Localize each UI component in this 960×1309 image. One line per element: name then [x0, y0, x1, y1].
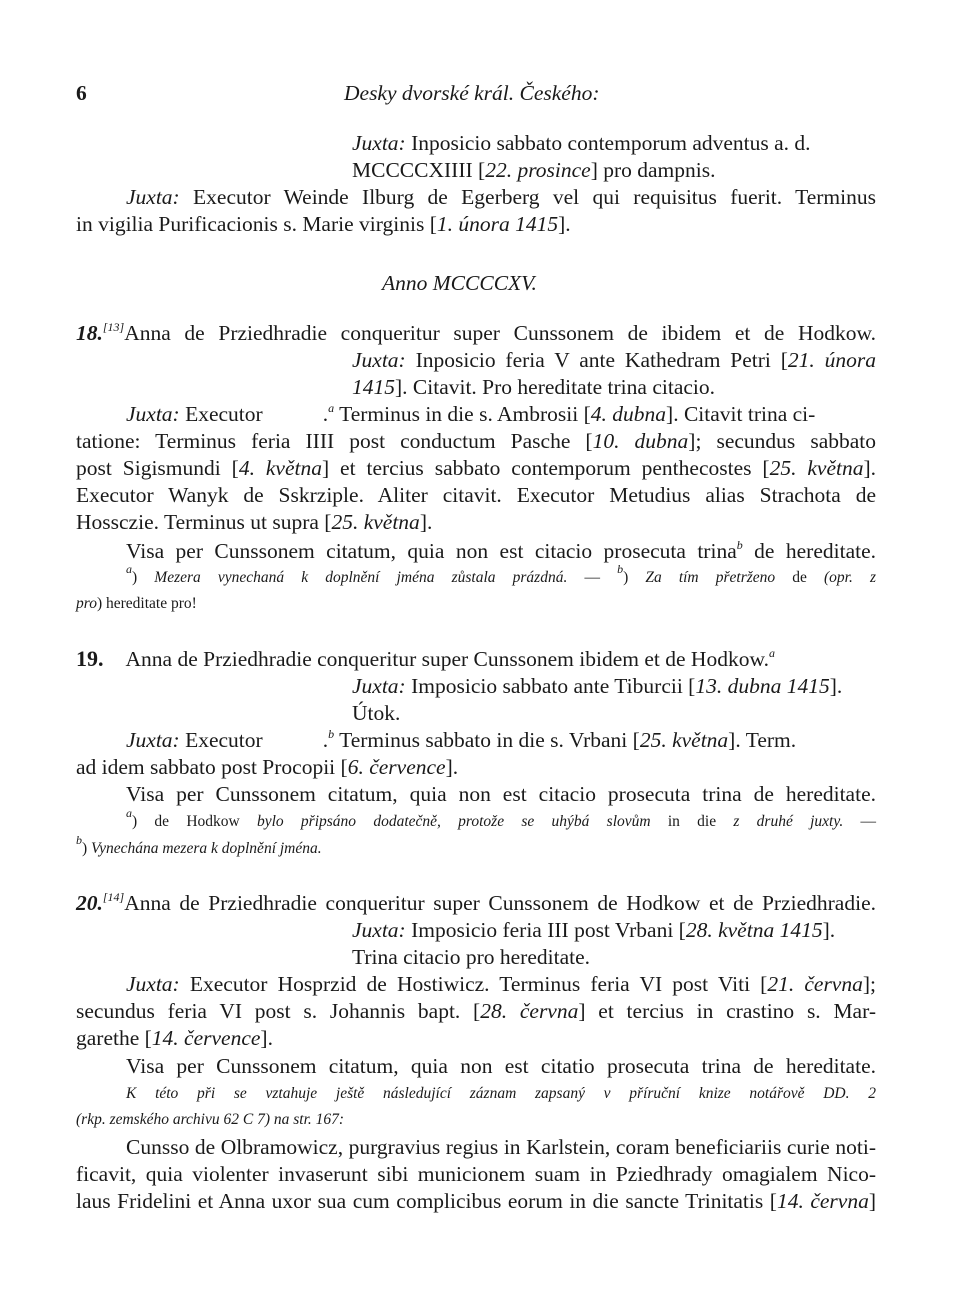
text: ) — [623, 569, 646, 586]
entry-number: 20. — [76, 891, 103, 915]
text: Imposicio feria III post Vrbani [ — [405, 918, 686, 942]
note-ref: [14] — [102, 890, 125, 904]
text: Anna de Prziedhradie conqueritur super Cunssonem de ibidem et de Hodkow. — [124, 321, 876, 345]
text: Inposicio sabbato contemporum adventus a. d. — [405, 131, 811, 155]
page-number: 6 — [76, 81, 87, 105]
text: ad idem sabbato post Procopii [ — [76, 755, 348, 779]
text: Anna de Prziedhradie conqueritur super Cunssonem de Hodkow et de Prziedhradie. — [124, 891, 876, 915]
juxta-label: Juxta: — [352, 348, 406, 372]
text: de — [775, 569, 825, 586]
text: ) — [82, 840, 92, 857]
fn-mark: a — [126, 806, 132, 820]
text: Terminus in die s. Ambrosii [ — [334, 402, 591, 426]
text: ) — [132, 569, 155, 586]
date-note: 4. dubna — [590, 402, 667, 426]
date-note: 1415 — [352, 375, 395, 399]
entry18-line4 — [126, 401, 876, 430]
editor-note-line1: K této při se vztahuje ještě následující záznam zapsaný v příruční knize notářově DD. 2 — [126, 1085, 876, 1102]
entry18-footnote1 — [126, 562, 877, 588]
text: MCCCCXIIII [ — [352, 158, 486, 182]
fn-mark: b — [76, 833, 82, 847]
text: ]. Citavit trina ci- — [666, 402, 816, 426]
date-note: 25. května — [639, 728, 729, 752]
text: Executor Hosprzid de Hostiwicz. Terminus feria VI post Viti [ — [179, 972, 768, 996]
entry18-line5 — [76, 428, 876, 454]
text: pro — [76, 595, 97, 612]
entry18-line6 — [76, 455, 876, 481]
text: Anna de Prziedhradie conqueritur super Cunssonem ibidem et de Hodkow. — [125, 647, 769, 671]
juxta-label: Juxta: — [126, 402, 180, 426]
text: ] et tercius sabbato contemporum penthecostes [ — [321, 456, 770, 480]
entry17-line3 — [126, 184, 876, 210]
entry17-line4 — [76, 211, 571, 237]
date-note: 28. června — [480, 999, 579, 1023]
text: Terminus sabbato in die s. Vrbani [ — [334, 728, 640, 752]
text: garethe [ — [76, 1026, 152, 1050]
entry20-line6 — [76, 1025, 273, 1051]
entry18-line9 — [126, 538, 876, 567]
editor-note-line2: (rkp. zemského archivu 62 C 7) na str. 167: — [76, 1111, 345, 1128]
text: ]. — [558, 212, 571, 236]
related-text-line2: ficavit, quia violenter invaserunt sibi municionem suam in Pziedhrady omagialem Nico- — [76, 1162, 876, 1186]
entry20-line7: Visa per Cunssonem citatum, quia non est citatio prosecuta trina de hereditate. — [126, 1054, 876, 1078]
entry19-line1 — [76, 646, 876, 675]
text: Inposicio feria V ante Kathedram Petri [ — [405, 348, 788, 372]
text: . — [322, 402, 329, 426]
juxta-label: Juxta: — [126, 728, 180, 752]
text: ] — [868, 1189, 876, 1213]
date-note: 14. července — [151, 1026, 261, 1050]
text: tatione: Terminus feria IIII post conductum Pasche [ — [76, 429, 593, 453]
entry20-line5 — [76, 998, 876, 1024]
entry-number: 19. — [76, 646, 104, 671]
text: Vynechána mezera k doplnění jména. — [91, 840, 322, 857]
footnote-ref-a: a — [328, 401, 335, 415]
text: ]; secundus sabbato — [688, 429, 877, 453]
juxta-label: Juxta: — [126, 185, 180, 209]
entry18-footnote2 — [76, 594, 197, 614]
entry17-line2 — [352, 157, 716, 183]
text: — — [567, 569, 618, 586]
juxta-label: Juxta: — [126, 972, 180, 996]
date-note: 21. června — [767, 972, 863, 996]
text: ] pro dampnis. — [590, 158, 716, 182]
text: Mezera vynechaná k doplnění jména zůstala prázdná. — [154, 569, 568, 586]
entry18-line8 — [76, 509, 432, 535]
date-note: 25. května — [769, 456, 864, 480]
entry19-footnote2 — [76, 833, 322, 859]
text: ]. — [419, 510, 433, 534]
text: ] et tercius in crastino s. Mar- — [578, 999, 876, 1023]
text: ]. — [822, 918, 836, 942]
entry17-line1 — [352, 130, 876, 156]
date-note: 4. května — [238, 456, 322, 480]
text: de hereditate. — [742, 539, 877, 563]
juxta-label: Juxta: — [352, 918, 406, 942]
related-text-line1: Cunsso de Olbramowicz, purgravius regius in Karlstein, coram beneficiariis curie noti- — [126, 1135, 876, 1159]
fn-mark: b — [617, 562, 624, 576]
entry20-line4 — [126, 971, 876, 997]
text: ]. — [829, 674, 843, 698]
date-note: 14. června — [776, 1189, 869, 1213]
juxta-label: Juxta: — [352, 131, 406, 155]
text: ) de Hodkow — [132, 813, 257, 830]
entry19-line4 — [126, 727, 876, 756]
entry20-line1 — [76, 890, 876, 919]
juxta-label: Juxta: — [352, 674, 406, 698]
text: Imposicio sabbato ante Tiburcii [ — [405, 674, 696, 698]
entry19-line2 — [352, 673, 842, 699]
text: ]; — [862, 972, 876, 996]
related-text-line3 — [76, 1188, 876, 1214]
text: Hossczie. Terminus ut supra [ — [76, 510, 332, 534]
text: bylo připsáno dodatečně, protože se uhýbá slovům — [256, 813, 651, 830]
entry20-line3: Trina citacio pro hereditate. — [352, 945, 591, 969]
text: ]. — [863, 456, 877, 480]
entry18-line2 — [352, 347, 876, 373]
running-title: Desky dvorské král. Českého: — [344, 81, 600, 105]
entry19-line5 — [76, 754, 458, 780]
date-note: 25. května — [331, 510, 420, 534]
footnote-ref-b: b — [736, 538, 743, 552]
footnote-ref-a: a — [768, 646, 775, 660]
entry18-line1 — [76, 320, 876, 349]
text: ) hereditate pro! — [96, 595, 197, 612]
entry18-line7: Executor Wanyk de Sskrziple. Aliter citavit. Executor Metudius alias Strachota de — [76, 483, 876, 507]
text: Za tím přetrženo — [645, 569, 776, 586]
entry20-line2 — [352, 917, 835, 943]
entry-number: 18. — [76, 321, 103, 345]
year-heading: Anno MCCCCXV. — [382, 271, 537, 295]
text: post Sigismundi [ — [76, 456, 239, 480]
text: z druhé juxty. — [733, 813, 844, 830]
date-note: 6. července — [347, 755, 446, 779]
text: . — [322, 728, 329, 752]
date-note: 13. dubna 1415 — [695, 674, 830, 698]
text: Visa per Cunssonem citatum, quia non est citacio prosecuta trina — [126, 539, 737, 563]
text: ]. — [445, 755, 459, 779]
text: in die — [650, 813, 734, 830]
entry19-line3: Útok. — [352, 701, 401, 725]
entry19-footnote1 — [126, 806, 877, 832]
date-note: 10. dubna — [592, 429, 689, 453]
fn-mark: a — [126, 562, 132, 576]
text: ]. Citavit. Pro hereditate trina citacio. — [395, 375, 716, 399]
entry19-line6: Visa per Cunssonem citatum, quia non est citacio prosecuta trina de hereditate. — [126, 782, 876, 806]
text: secundus feria VI post s. Johannis bapt. [ — [76, 999, 481, 1023]
text: in vigilia Purificacionis s. Marie virginis [ — [76, 212, 437, 236]
text: (opr. z — [824, 569, 877, 586]
date-note: 1. února 1415 — [436, 212, 559, 236]
date-note: 21. února — [787, 348, 876, 372]
text: Executor — [179, 402, 263, 426]
text: ]. — [260, 1026, 273, 1050]
footnote-ref-b: b — [328, 727, 335, 741]
entry18-line3 — [352, 374, 715, 400]
text: — — [843, 813, 877, 830]
date-note: 28. května 1415 — [685, 918, 823, 942]
text: laus Fridelini et Anna uxor sua cum complicibus eorum in die sancte Trinitatis [ — [76, 1189, 777, 1213]
text: ]. Term. — [728, 728, 797, 752]
text: Executor Weinde Ilburg de Egerberg vel qui requisitus fuerit. Terminus — [179, 185, 876, 209]
note-ref: [13] — [102, 320, 125, 334]
text: Executor — [179, 728, 263, 752]
date-note: 22. prosince — [485, 158, 591, 182]
